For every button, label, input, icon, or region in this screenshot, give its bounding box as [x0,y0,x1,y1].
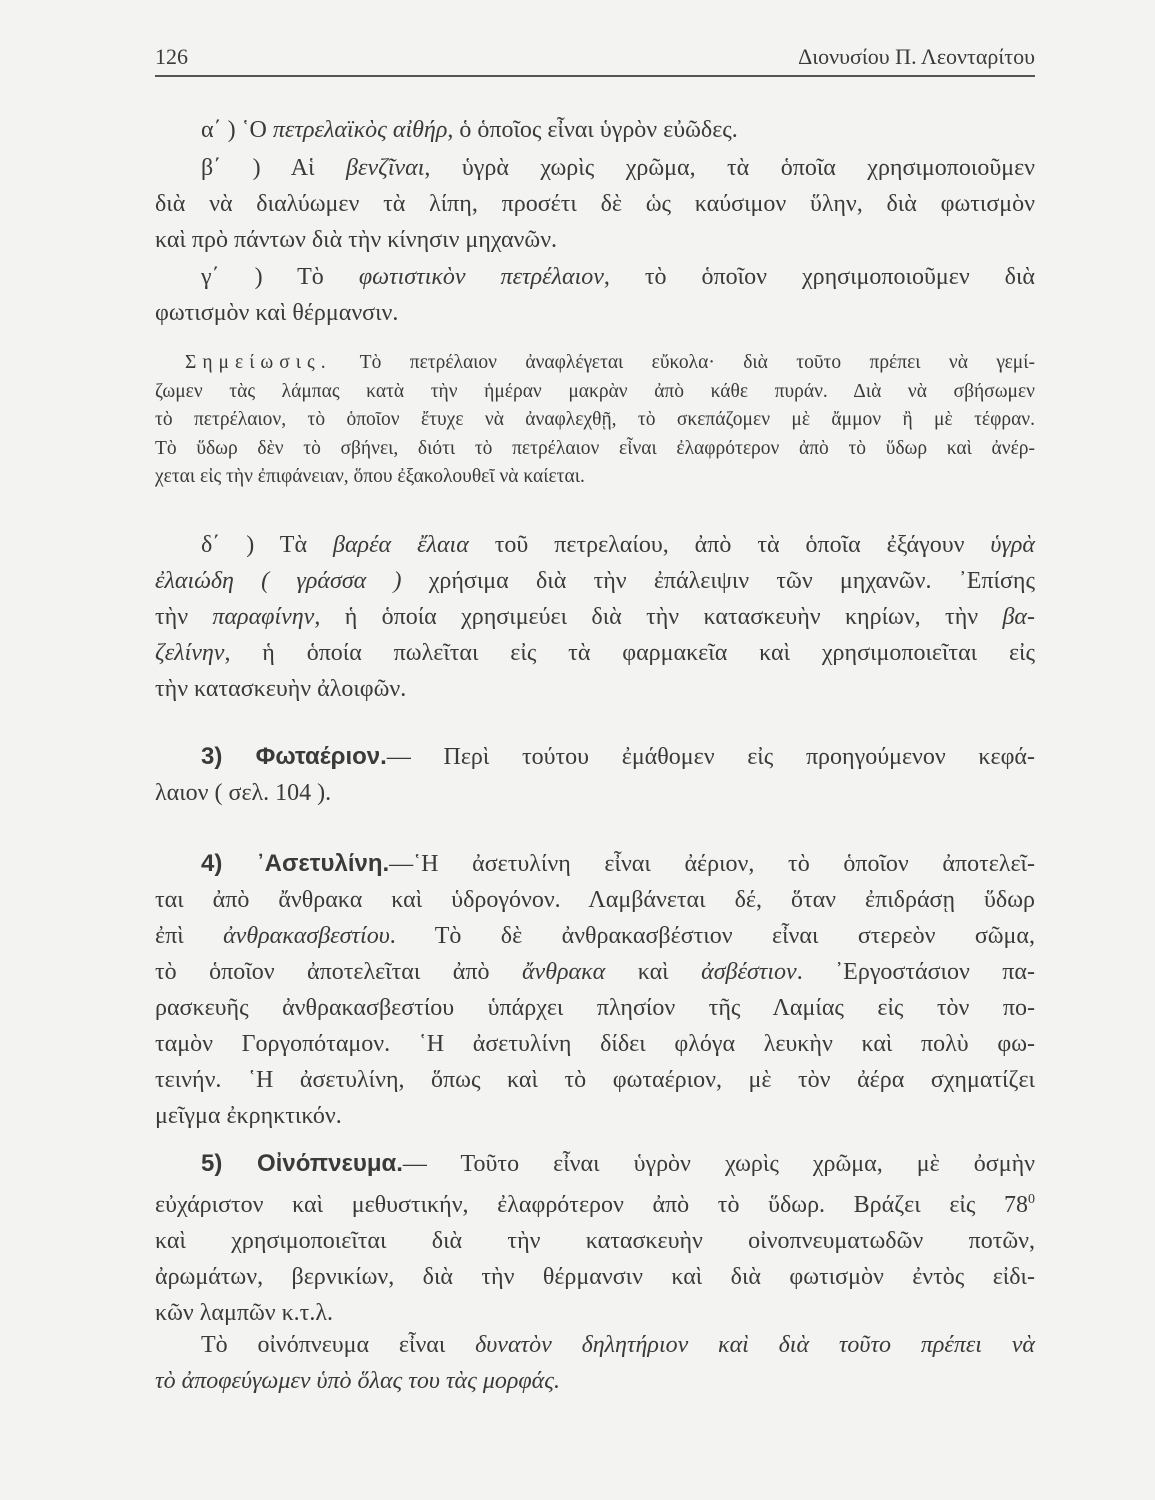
text-segment: ζωμεν τὰς λάμπας κατὰ τὴν ἡμέραν μακρὰν ἀπὸ κάθε πυράν. Διὰ νὰ σβήσωμεν [155,380,1035,402]
section-3-coal-gas [155,739,1035,811]
text-segment: ται ἀπὸ ἄνθρακα καὶ ὑδρογόνον. Λαμβάνεται δέ, ὅταν ἐπιδράσῃ ὕδωρ [155,887,1035,913]
text-line [155,563,1035,599]
text-line [155,1327,1035,1363]
text-line [155,406,1035,435]
text-line [155,671,1035,707]
text-segment: τὸ ὁποῖον ἀποτελεῖται ἀπὸ [155,959,522,985]
section-4-acetylene [155,846,1035,1134]
emphasized-text: βαρέα ἔλαια [333,532,469,558]
text-line [155,954,1035,990]
text-line [155,1295,1035,1331]
section-heading: 5) Οἰνόπνευμα. [201,1150,403,1177]
paragraph-gamma [155,259,1035,331]
text-segment: λαιον ( σελ. 104 ). [155,780,332,806]
text-segment: μεῖγμα ἐκρηκτικόν. [155,1103,342,1129]
text-segment: εὐχάριστον καὶ μεθυστικήν, ἐλαφρότερον ἀπὸ τὸ ὕδωρ. Βράζει εἰς 78 [155,1192,1028,1218]
text-segment: καὶ [605,959,702,985]
text-segment: α΄ ) ῾Ο [201,117,273,143]
text-line [155,739,1035,775]
text-segment: — Τοῦτο εἶναι ὑγρὸν χωρὶς χρῶμα, μὲ ὀσμὴν [402,1151,1035,1177]
text-line [155,1098,1035,1134]
text-segment: τοῦ πετρελαίου, ἀπὸ τὰ ὁποῖα ἐξάγουν [468,532,991,558]
text-segment: τὴν [155,604,213,630]
text-segment: γ΄ ) Τὸ [201,264,359,290]
text-segment: ταμὸν Γοργοπόταμον. ῾Η ἀσετυλίνη δίδει φλόγα λευκὴν καὶ πολὺ φω- [155,1031,1035,1057]
text-line [155,186,1035,222]
text-line [155,1259,1035,1295]
text-line [155,882,1035,918]
text-line [155,222,1035,258]
text-segment: χεται εἰς τὴν ἐπιφάνειαν, ὅπου ἐξακολουθεῖ νὰ καίεται. [155,466,585,487]
paragraph-alpha [155,112,1035,148]
text-line [155,599,1035,635]
text-line [155,150,1035,186]
text-segment: , ἡ ὁποία πωλεῖται εἰς τὰ φαρμακεῖα καὶ χρησιμοποιεῖται εἰς [224,640,1035,666]
emphasized-text: ζελίνην [155,640,225,666]
text-line [155,918,1035,954]
text-segment: τεινήν. ῾Η ἀσετυλίνη, ὅπως καὶ τὸ φωταέριον, μὲ τὸν ἀέρα σχηματίζει [155,1067,1035,1093]
text-line [155,259,1035,295]
text-line [155,1182,1035,1223]
text-line [155,1363,1035,1399]
emphasized-text: φωτιστικὸν πετρέλαιον [358,264,604,290]
text-line [155,378,1035,407]
text-segment: . Τὸ δὲ ἀνθρακασβέστιον εἶναι στερεὸν σῶμα, [389,923,1036,949]
text-segment: Τὸ πετρέλαιον ἀναφλέγεται εὔκολα· διὰ τοῦτο πρέπει νὰ γεμί- [331,352,1035,373]
text-segment: , ἡ ὁποία χρησιμεύει διὰ τὴν κατασκευὴν κηρίων, τὴν [314,604,1003,630]
paragraph-beta [155,150,1035,258]
text-segment: δ΄ ) Τὰ [201,532,333,558]
text-segment: κῶν λαμπῶν κ.τ.λ. [155,1300,333,1326]
text-segment: 0 [1028,1192,1035,1207]
text-segment: τὴν κατασκευὴν ἀλοιφῶν. [155,676,407,702]
section-5-alcohol [155,1146,1035,1331]
text-line [155,1026,1035,1062]
emphasized-text: βα- [1002,604,1036,630]
text-segment: ἀρωμάτων, βερνικίων, διὰ τὴν θέρμανσιν καὶ διὰ φωτισμὸν ἐντὸς εἰδι- [155,1264,1035,1290]
text-line [155,527,1035,563]
header-rule [155,75,1035,77]
text-line [155,990,1035,1026]
text-line [155,846,1035,882]
section-heading: 3) Φωταέριον. [201,743,387,770]
text-segment: β΄ ) Αἱ [201,155,347,181]
paragraph-alcohol-warning [155,1327,1035,1399]
text-segment: Τὸ οἰνόπνευμα εἶναι [201,1332,476,1358]
emphasized-text: δυνατὸν δηλητήριον καὶ διὰ τοῦτο πρέπει νὰ [475,1332,1035,1358]
text-segment: —῾Η ἀσετυλίνη εἶναι ἀέριον, τὸ ὁποῖον ἀποτελεῖ- [389,851,1035,877]
text-line [155,635,1035,671]
text-line [155,295,1035,331]
text-segment: φωτισμὸν καὶ θέρμανσιν. [155,300,399,326]
section-heading: 4) ᾿Ασετυλίνη. [201,850,390,877]
emphasized-text: ἐλαιώδη ( γράσσα ) [155,568,402,594]
emphasized-text: παραφίνην [212,604,315,630]
text-segment: , ὁ ὁποῖος εἶναι ὑγρὸν εὐῶδες. [447,117,738,143]
emphasized-text: πετρελαϊκὸς αἰθήρ [272,117,448,143]
paragraph-delta [155,527,1035,707]
text-line [155,1146,1035,1182]
text-segment: , τὸ ὁποῖον χρησιμοποιοῦμεν διὰ [603,264,1036,290]
text-line [155,463,1035,492]
emphasized-text: βενζῖναι [346,155,425,181]
running-header-author: Διονυσίου Π. Λεονταρίτου [798,44,1035,69]
text-line [155,112,1035,148]
text-line [155,349,1035,378]
text-segment: καὶ πρὸ πάντων διὰ τὴν κίνησιν μηχανῶν. [155,227,558,253]
text-line [155,775,1035,811]
text-line [155,1062,1035,1098]
page-number: 126 [155,44,188,69]
text-segment: Σημείωσις. [185,352,332,373]
emphasized-text: ἄνθρακα [521,959,606,985]
text-segment: διὰ νὰ διαλύωμεν τὰ λίπη, προσέτι δὲ ὡς καύσιμον ὕλην, διὰ φωτισμὸν [155,191,1035,217]
emphasized-text: ἀνθρακασβεστίου [223,923,390,949]
text-segment: τὸ πετρέλαιον, τὸ ὁποῖον ἔτυχε νὰ ἀναφλεχθῇ, τὸ σκεπάζομεν μὲ ἄμμον ἢ μὲ τέφραν. [155,409,1035,430]
text-segment: ρασκευῆς ἀνθρακασβεστίου ὑπάρχει πλησίον τῆς Λαμίας εἰς τὸν πο- [155,995,1035,1021]
text-segment: καὶ χρησιμοποιεῖται διὰ τὴν κατασκευὴν οἰνοπνευματωδῶν ποτῶν, [155,1228,1035,1254]
text-segment: Τὸ ὕδωρ δὲν τὸ σβήνει, διότι τὸ πετρέλαιον εἶναι ἐλαφρότερον ἀπὸ τὸ ὕδωρ καὶ ἀνέρ- [155,437,1035,459]
text-segment: . ᾿Εργοστάσιον πα- [796,959,1035,985]
text-segment: χρήσιμα διὰ τὴν ἐπάλειψιν τῶν μηχανῶν. ᾿Επίσης [401,568,1035,594]
emphasized-text: ὑγρὰ [990,532,1035,558]
text-line [155,1223,1035,1259]
text-segment: — Περὶ τούτου ἐμάθομεν εἰς προηγούμενον κεφά- [386,744,1035,770]
text-line [155,435,1035,464]
emphasized-text: ἀσβέστιον [701,959,797,985]
text-segment: , ὑγρὰ χωρὶς χρῶμα, τὰ ὁποῖα χρησιμοποιοῦμεν [424,155,1035,181]
text-segment: ἐπὶ [155,923,224,949]
emphasized-text: τὸ ἀποφεύγωμεν ὑπὸ ὅλας του τὰς μορφάς. [155,1368,560,1394]
note-paragraph [155,349,1035,492]
